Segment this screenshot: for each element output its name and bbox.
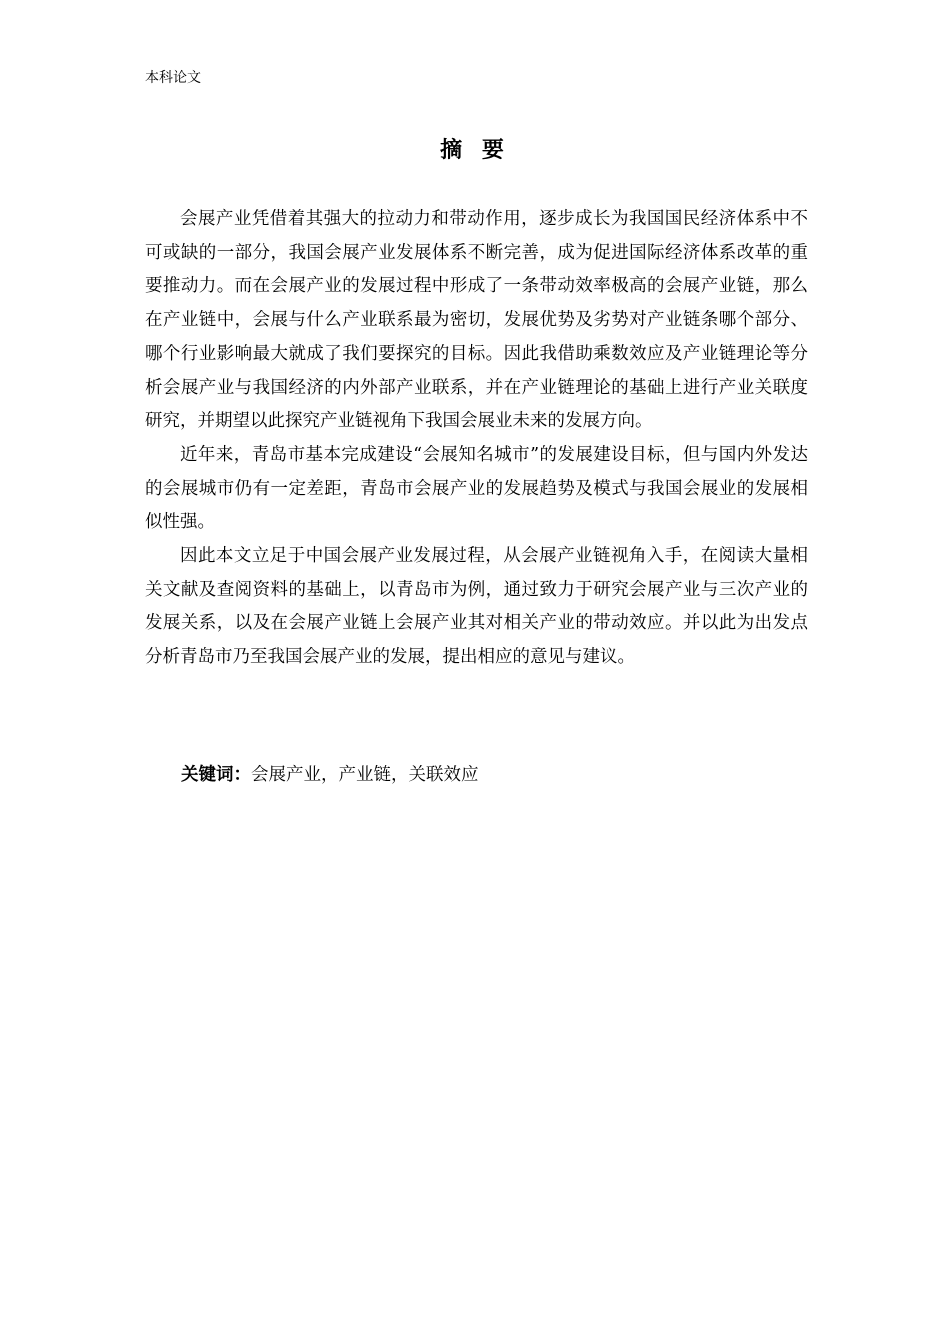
abstract-paragraph: 因此本文立足于中国会展产业发展过程，从会展产业链视角入手，在阅读大量相关文献及查阅资料的基础上，以青岛市为例，通过致力于研究会展产业与三次产业的发展关系，以及在会展产业链上会展产业其对相关产业的带动效应。并以此为出发点分析青岛市乃至我国会展产业的发展，提出相应的意见与建议。 [145, 546, 808, 668]
abstract-paragraph: 近年来，青岛市基本完成建设“会展知名城市”的发展建设目标，但与国内外发达的会展城市仍有一定差距，青岛市会展产业的发展趋势及模式与我国会展业的发展相似性强。 [145, 444, 808, 533]
abstract-paragraph: 会展产业凭借着其强大的拉动力和带动作用，逐步成长为我国国民经济体系中不可或缺的一部分，我国会展产业发展体系不断完善，成为促进国际经济体系改革的重要推动力。而在会展产业的发展过程中形成了一条带动效率极高的会展产业链，那么在产业链中，会展与什么产业联系最为密切，发展优势及劣势对产业链条哪个部分、哪个行业影响最大就成了我们要探究的目标。因此我借助乘数效应及产业链理论等分析会展产业与我国经济的内外部产业联系，并在产业链理论的基础上进行产业关联度研究，并期望以此探究产业链视角下我国会展业未来的发展方向。 [145, 209, 808, 432]
abstract-body [145, 203, 808, 675]
keywords-label: 关键词： [181, 765, 251, 785]
keywords-line [181, 761, 479, 789]
keywords-value: 会展产业，产业链，关联效应 [251, 765, 479, 785]
abstract-title: 摘 要 [440, 138, 510, 163]
running-header: 本科论文 [145, 70, 201, 86]
